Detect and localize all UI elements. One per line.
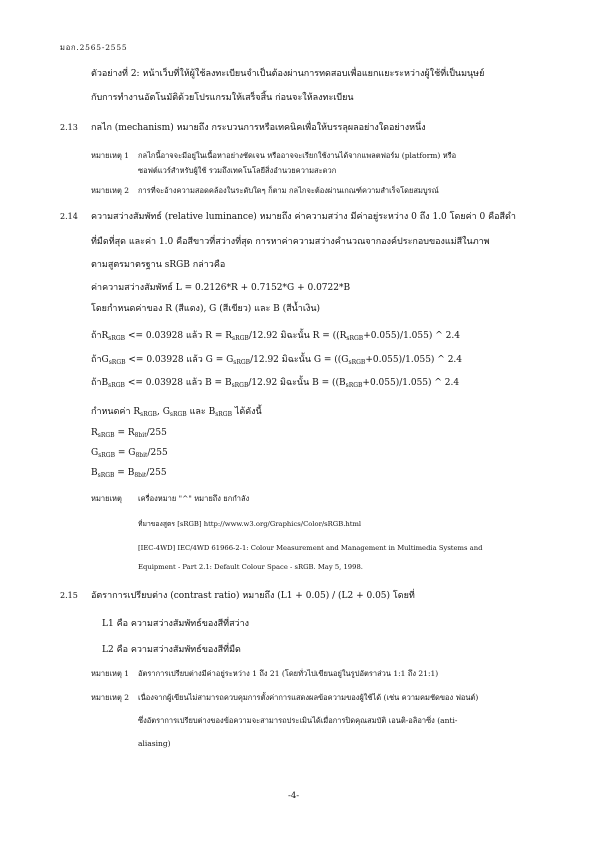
reference-text: Equipment - Part 2.1: Default Colour Space - sRGB. May 5, 1998. (138, 563, 363, 571)
definition-relative-luminance: ความสว่างสัมพัทธ์ (relative luminance) หมายถึง ค่าความสว่าง มีค่าอยู่ระหว่าง 0 ถึง 1.0 โดยค่า 0 คือสีดำ (91, 212, 516, 222)
note-text: เนื่องจากผู้เขียนไม่สามารถควบคุมการตั้งค่าการแสดงผลข้อความของผู้ใช้ได้ (เช่น ความคมชัดของ ฟอนต์) (138, 693, 479, 702)
condition-b: ถ้า$B_{sRGB} <= 0.03928$ แล้ว $B = B_{sRGB}/12.92$ มิฉะนั้น $B = ((B_{sRGB}+0.055)/1.055)$ ^ 2.4 (91, 378, 460, 389)
definition-mechanism: กลไก (mechanism) หมายถึง กระบวนการหรือเทคนิคเพื่อให้บรรลุผลอย่างใดอย่างหนึ่ง (91, 123, 426, 133)
l1-definition: L1 คือ ความสว่างสัมพัทธ์ของสีที่สว่าง (102, 619, 250, 629)
definition-text: ที่มืดที่สุด และค่า 1.0 คือสีขาวที่สว่างที่สุด การหาค่าความสว่างคำนวณจากองค์ประกอบของแม่สีในภาพ (91, 237, 490, 247)
note-text: aliasing) (138, 739, 171, 748)
note-label: หมายเหตุ 2 (91, 693, 130, 702)
page-number: -4- (288, 791, 300, 801)
section-number-2-15: 2.15 (60, 591, 78, 600)
reference-text: [IEC-4WD] IEC/4WD 61966-2-1: Colour Measurement and Management in Multimedia Systems and (138, 544, 483, 552)
note-label: หมายเหตุ 2 (91, 186, 130, 195)
l2-definition: L2 คือ ความสว่างสัมพัทธ์ของสีที่มืด (102, 645, 241, 655)
note-text: กลไกนี้อาจจะมีอยู่ในเนื้อหาอย่างชัดเจน หรืออาจจะเรียกใช้งานได้จากแพลตฟอร์ม (platform) หรือ (138, 151, 457, 160)
definition-text: ตามสูตรมาตรฐาน sRGB กล่าวคือ (91, 260, 226, 270)
formula-source: ที่มาของสูตร [sRGB] http://www.w3.org/Graphics/Color/sRGB.html (138, 520, 362, 528)
b-srgb-definition: $B_{sRGB} = B_{8bit}/255$ (91, 468, 167, 479)
example-line-1: ตัวอย่างที่ 2: หน้าเว็บที่ให้ผู้ใช้ลงทะเบียนจำเป็นต้องผ่านการทดสอบเพื่อแยกแยะระหว่างผู้ใช้ที่เป็นมนุษย์ (91, 69, 485, 79)
r-srgb-definition: $R_{sRGB} = R_{8bit}/255$ (91, 428, 167, 439)
note-text: การที่จะอ้างความสอดคล้องในระดับใดๆ ก็ตาม กลไกจะต้องผ่านเกณฑ์ความสำเร็จโดยสมบูรณ์ (138, 186, 439, 195)
document-code: มอก.2565-2555 (60, 43, 128, 52)
note-label: หมายเหตุ (91, 494, 122, 503)
example-line-2: กับการทำงานอัตโนมัติด้วยโปรแกรมให้เสร็จสิ้น ก่อนจะให้ลงทะเบียน (91, 93, 354, 103)
note-text: ซอฟต์แวร์สำหรับผู้ใช้ รวมถึงเทคโนโลยีสิ่งอำนวยความสะดวก (138, 166, 337, 175)
luminance-formula: ค่าความสว่างสัมพัทธ์ L = 0.2126*R + 0.7152*G + 0.0722*B (91, 283, 351, 293)
note-label: หมายเหตุ 1 (91, 669, 130, 678)
section-number-2-14: 2.14 (60, 212, 78, 221)
section-number-2-13: 2.13 (60, 123, 78, 132)
condition-r: ถ้า$R_{sRGB} <= 0.03928$ แล้ว $R = R_{sRGB}/12.92$ มิฉะนั้น $R = ((R_{sRGB}+0.055)/1.055)$ ^ 2.4 (91, 331, 460, 342)
note-text: ซึ่งอัตราการเปรียบต่างของข้อความจะสามารถประเมินได้เมื่อการปิดคุณสมบัติ เอนติ-อลิอาซิ่ง (anti- (138, 716, 458, 725)
note-text: เครื่องหมาย "^" หมายถึง ยกกำลัง (138, 494, 250, 503)
formula-where: โดยกำหนดค่าของ R (สีแดง), G (สีเขียว) และ B (สีน้ำเงิน) (91, 304, 320, 314)
note-text: อัตราการเปรียบต่างมีค่าอยู่ระหว่าง 1 ถึง 21 (โดยทั่วไปเขียนอยู่ในรูปอัตราส่วน 1:1 ถึง 21:1) (138, 669, 439, 678)
g-srgb-definition: $G_{sRGB} = G_{8bit}/255$ (91, 448, 168, 459)
note-label: หมายเหตุ 1 (91, 151, 130, 160)
define-values: กำหนดค่า $R_{sRGB}$, $G_{sRGB}$ และ $B_{sRGB}$ ได้ดังนี้ (91, 407, 262, 418)
definition-contrast-ratio: อัตราการเปรียบต่าง (contrast ratio) หมายถึง (L1 + 0.05) / (L2 + 0.05) โดยที่ (91, 591, 415, 601)
condition-g: ถ้า$G_{sRGB} <= 0.03928$ แล้ว $G = G_{sRGB}/12.92$ มิฉะนั้น $G = ((G_{sRGB}+0.055)/1.055)$ ^ 2.4 (91, 355, 463, 366)
